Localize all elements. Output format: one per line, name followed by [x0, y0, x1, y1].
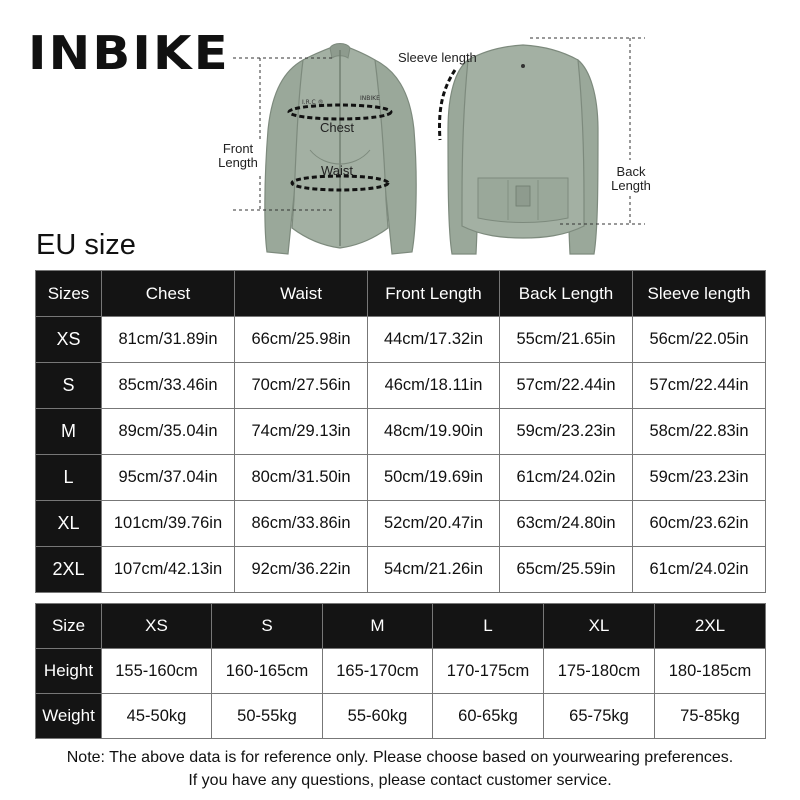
table-cell: 61cm/24.02in	[500, 455, 633, 501]
table-cell: 50-55kg	[212, 694, 323, 739]
table-row	[36, 649, 766, 694]
table-cell: 74cm/29.13in	[235, 409, 368, 455]
table-cell: 66cm/25.98in	[235, 317, 368, 363]
jersey-measurement-diagram	[0, 0, 800, 262]
table-cell: 48cm/19.90in	[368, 409, 500, 455]
table-cell: 44cm/17.32in	[368, 317, 500, 363]
sleeve-length-label: Sleeve length	[398, 50, 477, 65]
header-l: L	[433, 604, 544, 649]
header-s: S	[212, 604, 323, 649]
table-cell: 170-175cm	[433, 649, 544, 694]
table-cell: 60cm/23.62in	[633, 501, 766, 547]
table-cell: 75-85kg	[655, 694, 766, 739]
header-back-length: Back Length	[500, 271, 633, 317]
table-cell: 107cm/42.13in	[102, 547, 235, 593]
table-cell: 155-160cm	[102, 649, 212, 694]
table-row	[36, 455, 766, 501]
header-xl: XL	[544, 604, 655, 649]
table-cell: 65cm/25.59in	[500, 547, 633, 593]
table-cell: 61cm/24.02in	[633, 547, 766, 593]
table-row	[36, 363, 766, 409]
table-row	[36, 694, 766, 739]
jersey-front-illustration	[265, 44, 416, 255]
header-size: Size	[36, 604, 102, 649]
table-cell: 46cm/18.11in	[368, 363, 500, 409]
header-xs: XS	[102, 604, 212, 649]
table-cell: 55-60kg	[323, 694, 433, 739]
table-cell: 45-50kg	[102, 694, 212, 739]
size-cell: XL	[36, 501, 102, 547]
header-sizes: Sizes	[36, 271, 102, 317]
size-cell: 2XL	[36, 547, 102, 593]
table-cell: 80cm/31.50in	[235, 455, 368, 501]
jersey-back-illustration	[448, 45, 598, 254]
table-cell: 85cm/33.46in	[102, 363, 235, 409]
table-cell: 58cm/22.83in	[633, 409, 766, 455]
chest-label: Chest	[320, 120, 354, 135]
table-cell: 81cm/31.89in	[102, 317, 235, 363]
table-row	[36, 409, 766, 455]
table-header-row	[36, 271, 766, 317]
front-length-label: Front Length	[218, 141, 258, 170]
table-cell: 180-185cm	[655, 649, 766, 694]
table-cell: 175-180cm	[544, 649, 655, 694]
eu-size-table	[35, 270, 766, 593]
table-cell: 165-170cm	[323, 649, 433, 694]
header-chest: Chest	[102, 271, 235, 317]
size-cell: L	[36, 455, 102, 501]
header-sleeve-length: Sleeve length	[633, 271, 766, 317]
size-cell: S	[36, 363, 102, 409]
table-cell: 57cm/22.44in	[500, 363, 633, 409]
table-cell: 89cm/35.04in	[102, 409, 235, 455]
table-cell: 56cm/22.05in	[633, 317, 766, 363]
note-line-2: If you have any questions, please contact customer service.	[188, 772, 612, 789]
table-cell: 57cm/22.44in	[633, 363, 766, 409]
row-label-weight: Weight	[36, 694, 102, 739]
table-cell: 86cm/33.86in	[235, 501, 368, 547]
table-cell: 101cm/39.76in	[102, 501, 235, 547]
size-cell: XS	[36, 317, 102, 363]
table-cell: 59cm/23.23in	[500, 409, 633, 455]
table-cell: 50cm/19.69in	[368, 455, 500, 501]
size-cell: M	[36, 409, 102, 455]
height-weight-table	[35, 603, 766, 739]
table-cell: 52cm/20.47in	[368, 501, 500, 547]
table-header-row	[36, 604, 766, 649]
table-cell: 63cm/24.80in	[500, 501, 633, 547]
table-row	[36, 547, 766, 593]
table-cell: 60-65kg	[433, 694, 544, 739]
table-cell: 54cm/21.26in	[368, 547, 500, 593]
table-cell: 95cm/37.04in	[102, 455, 235, 501]
table-row	[36, 501, 766, 547]
svg-text:I.R.C ®: I.R.C ®	[302, 99, 324, 106]
table-cell: 160-165cm	[212, 649, 323, 694]
table-cell: 92cm/36.22in	[235, 547, 368, 593]
table-cell: 70cm/27.56in	[235, 363, 368, 409]
table-cell: 65-75kg	[544, 694, 655, 739]
back-length-label: Back Length	[611, 164, 651, 193]
waist-label: Waist	[321, 163, 354, 178]
note-line-1: Note: The above data is for reference only. Please choose based on yourwearing preferences.	[66, 749, 734, 766]
header-2xl: 2XL	[655, 604, 766, 649]
table-row	[36, 317, 766, 363]
header-front-length: Front Length	[368, 271, 500, 317]
header-m: M	[323, 604, 433, 649]
header-waist: Waist	[235, 271, 368, 317]
table-cell: 59cm/23.23in	[633, 455, 766, 501]
brand-logo: INBIKE	[28, 26, 230, 80]
row-label-height: Height	[36, 649, 102, 694]
svg-text:INBIKE: INBIKE	[360, 95, 380, 102]
table-cell: 55cm/21.65in	[500, 317, 633, 363]
eu-size-title: EU size	[36, 229, 136, 261]
